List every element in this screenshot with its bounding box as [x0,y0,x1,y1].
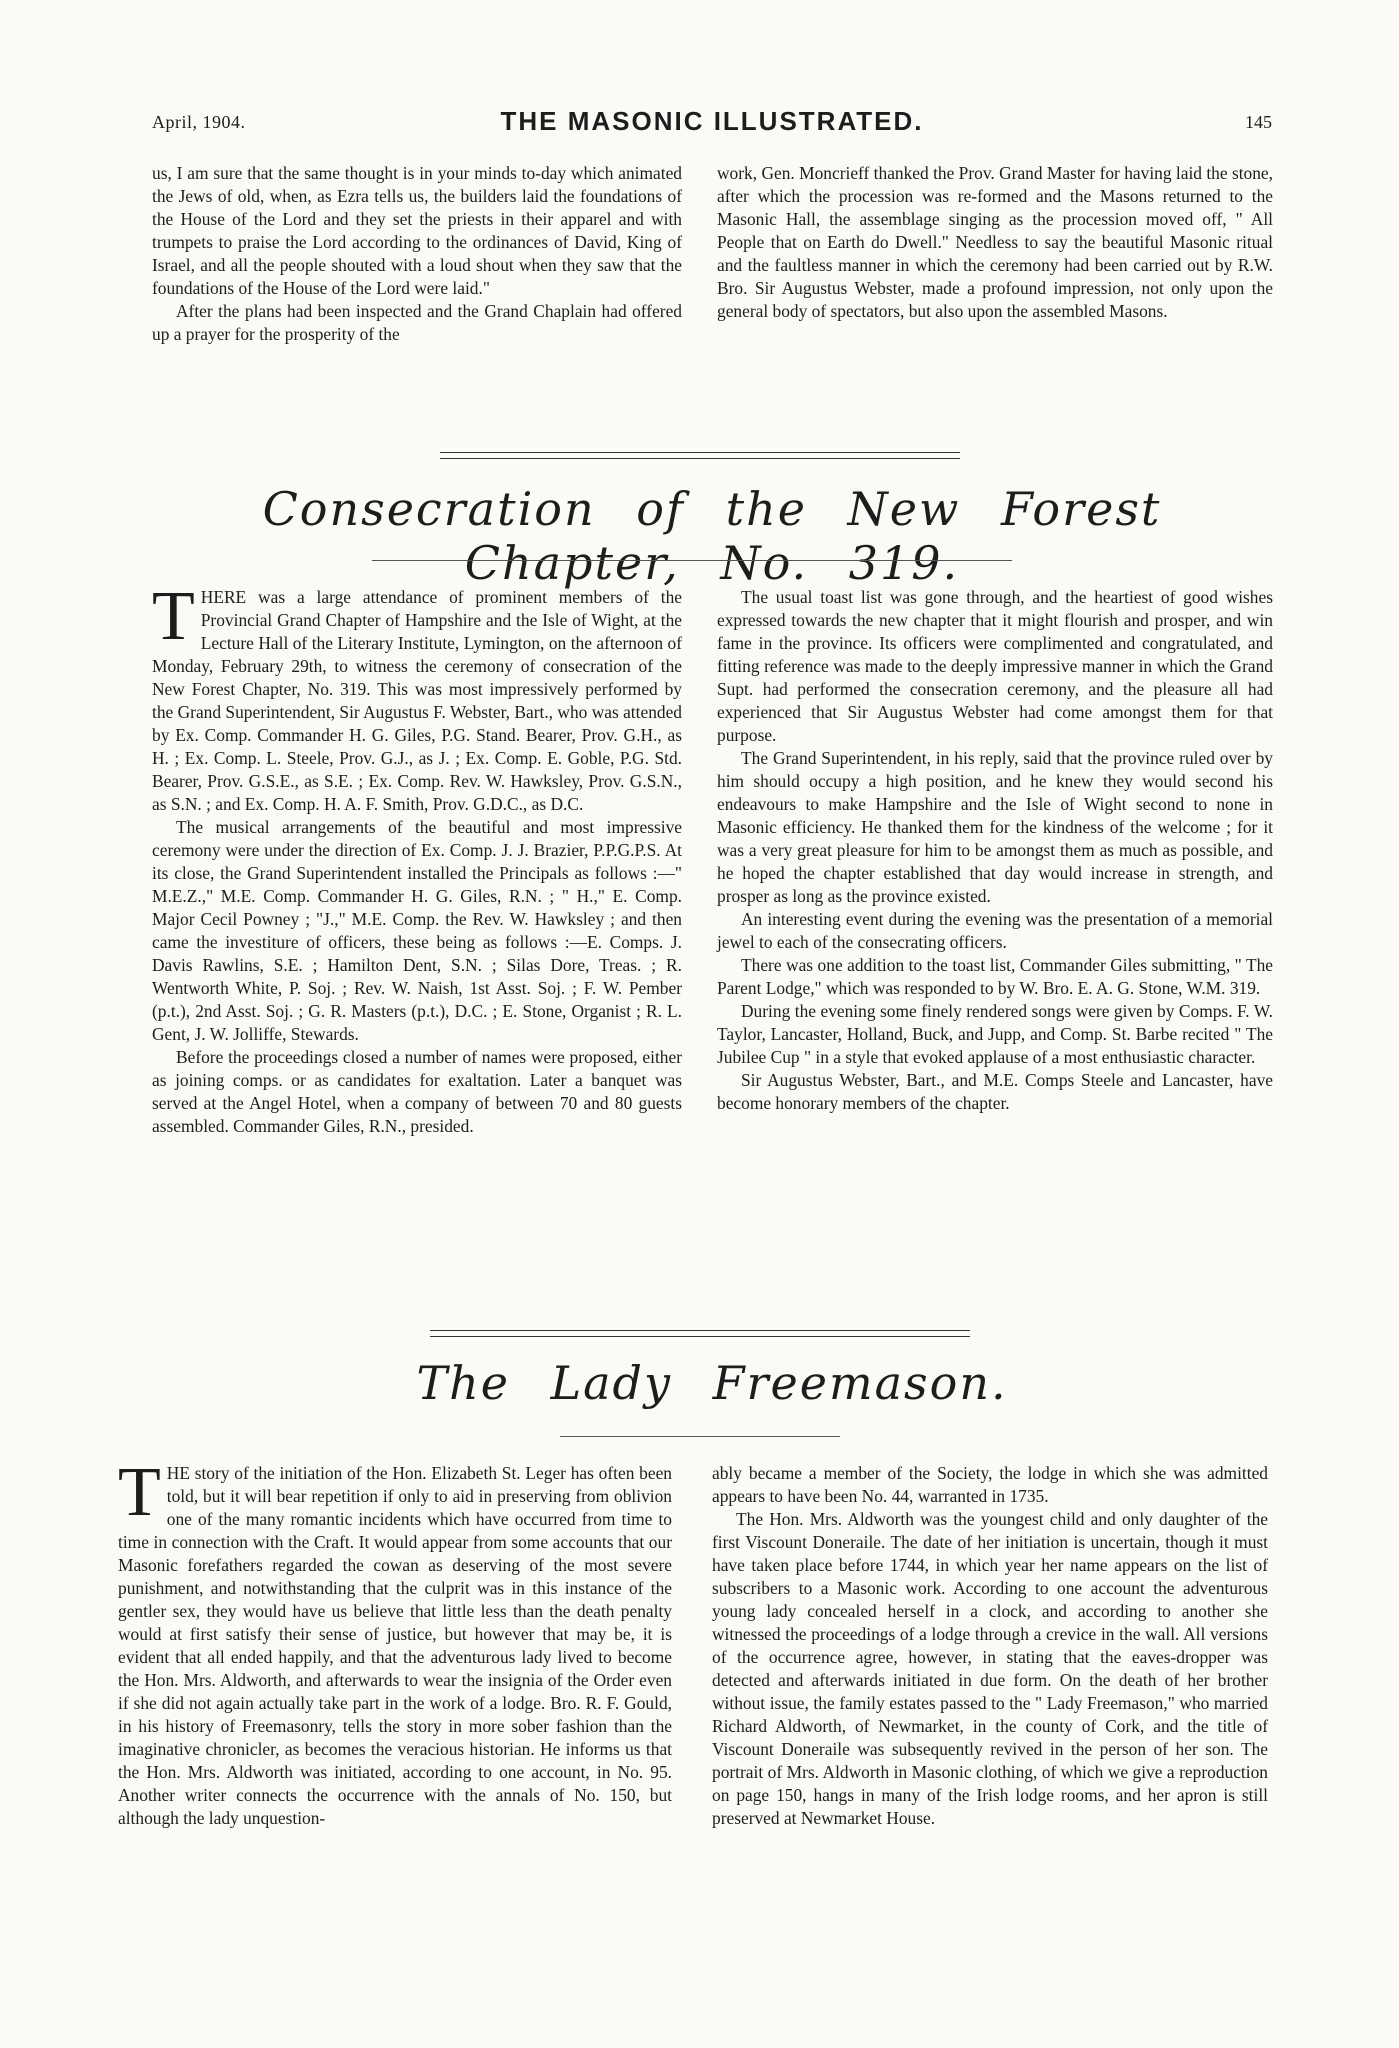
paragraph: An interesting event during the evening was the presentation of a memorial jewel to each of the consecrating officers. [717,909,1273,952]
paragraph: THE story of the initiation of the Hon. Elizabeth St. Leger has often been told, but it will bear repetition if only to aid in preserving from oblivion one of the many romantic incidents which have occurred from time to time in connection with the Craft. It would appear from some accounts that our Masonic forefathers regarded the cowan as deserving of the most severe punishment, and notwithstanding that the culprit was in this instance of the gentler sex, they would have us believe that little less than the death penalty would at first satisfy their sense of justice, but however that may be, it is evident that all ended happily, and that the adventurous lady lived to become the Hon. Mrs. Aldworth, and afterwards to wear the insignia of the Order even if she did not again actually take part in the work of a lodge. Bro. R. F. Gould, in his history of Freemasonry, tells the story in more sober fashion than the imaginative chronicler, as becomes the veracious historian. He informs us that the Hon. Mrs. Aldworth was initiated, according to one account, in No. 95. Another writer connects the occurrence with the annals of No. 150, but although the lady unquestion- [118,1454,672,1828]
paragraph: us, I am sure that the same thought is in your minds to-day which animated the Jews of old, when, as Ezra tells us, the builders laid the foundations of the House of the Lord and they set the priests in their apparel and with trumpets to praise the Lord according to the ordinances of David, King of Israel, and all the people shouted with a loud shout when they saw that the foundations of the House of the Lord were laid." [152,163,682,298]
paragraph: ably became a member of the Society, the lodge in which she was admitted appears to have been No. 44, warranted in 1735. [712,1463,1268,1506]
lady-column-1 [118,1454,672,1830]
article-title: The Lady Freemason. [416,1356,1008,1410]
paragraph: The musical arrangements of the beautiful and most impressive ceremony were under the direction of Ex. Comp. J. J. Brazier, P.P.G.P.S. At its close, the Grand Superintendent installed the Principals as follows :—" M.E.Z.," M.E. Comp. Commander H. G. Giles, R.N. ; " H.," E. Comp. Major Cecil Powney ; "J.," M.E. Comp. the Rev. W. Hawksley ; and then came the investiture of officers, these being as follows :—E. Comps. J. Davis Rawlins, S.E. ; Hamilton Dent, S.N. ; Silas Dore, Treas. ; R. Wentworth White, P. Soj. ; Rev. W. Naish, 1st Asst. Soj. ; F. W. Pember (p.t.), 2nd Asst. Soj. ; G. R. Masters (p.t.), D.C. ; E. Stone, Organist ; R. L. Gent, J. W. Jolliffe, Stewards. [152,817,682,1044]
paragraph: The Hon. Mrs. Aldworth was the youngest child and only daughter of the first Viscount Doneraile. The date of her initiation is uncertain, though it must have taken place before 1744, in which year her name appears on the list of subscribers to a Masonic work. According to one account the adventurous young lady concealed herself in a clock, and according to another she witnessed the proceedings of a lodge through a crevice in the wall. All versions of the occurrence agree, however, in stating that the eaves-dropper was detected and afterwards initiated in due form. On the death of her brother without issue, the family estates passed to the " Lady Freemason," who married Richard Aldworth, of Newmarket, in the county of Cork, and the title of Viscount Doneraile was subsequently revived in the person of her son. The portrait of Mrs. Aldworth in Masonic clothing, of which we give a reproduction on page 150, hangs in many of the Irish lodge rooms, and her apron is still preserved at Newmarket House. [712,1509,1268,1828]
article-title: Consecration of the New Forest Chapter, No. 319. [262,482,1162,590]
page-number: 145 [1245,112,1272,132]
top-article-column-1 [152,162,682,346]
paragraph: The Grand Superintendent, in his reply, said that the province ruled over by him should occupy a high position, and he knew they would second his endeavours to make Hampshire and the Isle of Wight second to none in Masonic efficiency. He thanked them for the kindness of the welcome ; for it was a very great pleasure for him to be amongst them as much as possible, and he hoped the chapter established that day would increase in strength, and prosper as long as the province existed. [717,748,1273,906]
paragraph: During the evening some finely rendered songs were given by Comps. F. W. Taylor, Lancaster, Holland, Buck, and Jupp, and Comp. St. Barbe recited " The Jubilee Cup " in a style that evoked applause of a most enthusiastic character. [717,1001,1273,1067]
paragraph: work, Gen. Moncrieff thanked the Prov. Grand Master for having laid the stone, after which the procession was re-formed and the Masons returned to the Masonic Hall, the assemblage singing as the procession moved off, " All People that on Earth do Dwell." Needless to say the beautiful Masonic ritual and the faultless manner in which the ceremony had been carried out by R.W. Bro. Sir Augustus Webster, made a profound impression, not only upon the general body of spectators, but also upon the assembled Masons. [717,163,1273,321]
page-header [152,106,1272,140]
section-divider [430,1330,970,1337]
paragraph: After the plans had been inspected and the Grand Chaplain had offered up a prayer for the prosperity of the [152,301,682,344]
top-article-column-2 [717,162,1273,323]
consecration-column-2 [717,586,1273,1115]
paragraph: Sir Augustus Webster, Bart., and M.E. Comps Steele and Lancaster, have become honorary members of the chapter. [717,1070,1273,1113]
publication-title: THE MASONIC ILLUSTRATED. [500,106,924,136]
paragraph: Before the proceedings closed a number of names were proposed, either as joining comps. or as candidates for exaltation. Later a banquet was served at the Angel Hotel, when a company of between 70 and 80 guests assembled. Commander Giles, R.N., presided. [152,1047,682,1136]
lady-column-2 [712,1462,1268,1830]
drop-cap: T [118,1454,161,1531]
paragraph: THERE was a large attendance of prominent members of the Provincial Grand Chapter of Hampshire and the Isle of Wight, at the Lecture Hall of the Literary Institute, Lymington, on the afternoon of Monday, February 29th, to witness the ceremony of consecration of the New Forest Chapter, No. 319. This was most impressively performed by the Grand Superintendent, Sir Augustus F. Webster, Bart., who was attended by Ex. Comp. Commander H. G. Giles, P.G. Stand. Bearer, Prov. G.H., as H. ; Ex. Comp. L. Steele, Prov. G.J., as J. ; Ex. Comp. E. Goble, P.G. Std. Bearer, Prov. G.S.E., as S.E. ; Ex. Comp. Rev. W. Hawksley, Prov. G.S.N., as S.N. ; and Ex. Comp. H. A. F. Smith, Prov. G.D.C., as D.C. [152,578,682,814]
issue-date: April, 1904. [152,112,246,132]
drop-cap: T [152,578,195,655]
consecration-column-1 [152,578,682,1138]
section-divider [440,452,960,459]
title-underline [372,560,1012,561]
paragraph: There was one addition to the toast list, Commander Giles submitting, " The Parent Lodge," which was responded to by W. Bro. E. A. G. Stone, W.M. 319. [717,955,1273,998]
paragraph: The usual toast list was gone through, and the heartiest of good wishes expressed towards the new chapter that it might flourish and prosper, and win fame in the province. Its officers were complimented and congratulated, and fitting reference was made to the deeply impressive manner in which the Grand Supt. had performed the consecration ceremony, and the pleasure all had experienced that Sir Augustus Webster had come amongst them for that purpose. [717,587,1273,745]
title-underline [560,1436,840,1437]
